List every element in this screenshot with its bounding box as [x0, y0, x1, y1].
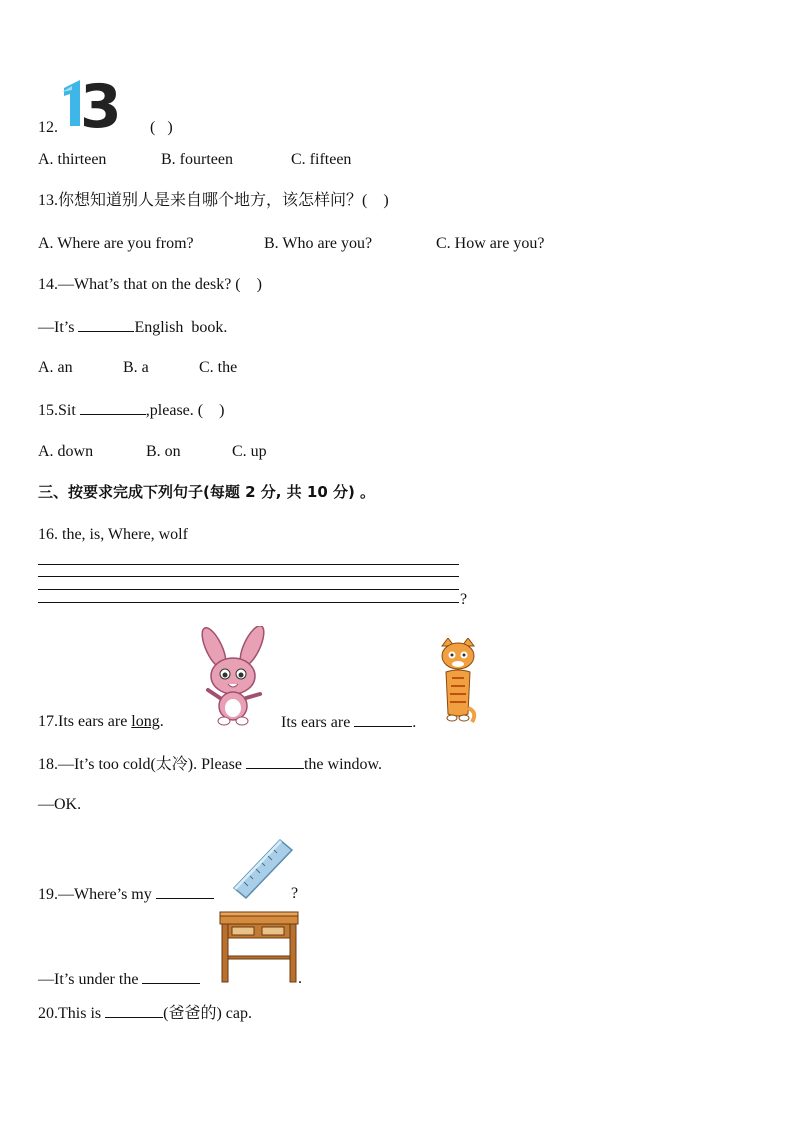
q12-option-c: C. fifteen [291, 151, 352, 168]
q12-number: 12. [38, 119, 58, 136]
q12-option-b: B. fourteen [161, 151, 233, 168]
q15-prefix: 15.Sit [38, 402, 80, 419]
q14-option-b: B. a [123, 359, 149, 376]
q13-question: 13.你想知道别人是来自哪个地方，该怎样问？( ) [38, 192, 389, 209]
q19-blank-1[interactable] [156, 884, 214, 899]
q17-period-2: . [412, 714, 417, 731]
q15-option-b: B. on [146, 443, 181, 460]
q18-suffix: the window. [303, 756, 383, 773]
q14-blank[interactable] [78, 317, 134, 332]
section-3-heading: 三、按要求完成下列句子(每题 2 分, 共 10 分) 。 [38, 483, 376, 501]
q16-answer-line-4[interactable] [38, 602, 459, 603]
q19-period: . [298, 970, 302, 987]
q17-underlined-word: long [131, 713, 160, 730]
q19-answer-prefix: —It’s under the [38, 971, 143, 988]
q16-answer-line-2[interactable] [38, 576, 459, 577]
q20-prefix: 20.This is [38, 1005, 106, 1022]
q14-answer-line [38, 317, 227, 338]
q15-suffix: ,please. ( ) [145, 402, 225, 419]
q17-sentence-2 [281, 712, 416, 733]
rabbit-image [192, 626, 276, 726]
q16-answer-line-3[interactable] [38, 589, 459, 590]
number-13-image [60, 74, 146, 134]
q17-prefix: 17.Its ears are [38, 713, 132, 730]
q14-question: 14.—What’s that on the desk? ( ) [38, 276, 262, 293]
q13-option-a: A. Where are you from? [38, 235, 194, 252]
q15-blank[interactable] [80, 400, 146, 415]
q19-answer [38, 969, 200, 990]
q12-paren: ( ) [150, 119, 173, 136]
svg-text:3: 3 [80, 74, 122, 134]
q15-option-c: C. up [232, 443, 267, 460]
q14-option-a: A. an [38, 359, 73, 376]
q19-question-mark: ? [291, 885, 299, 902]
q16-answer-line-1[interactable] [38, 564, 459, 565]
q16-question-mark: ? [460, 591, 468, 608]
q19-question [38, 884, 214, 905]
q18-question [38, 754, 382, 775]
q19-prefix: 19.—Where’s my [38, 886, 156, 903]
q15-question [38, 400, 224, 421]
q17-prefix-2: Its ears are [281, 714, 355, 731]
q19-blank-2[interactable] [142, 969, 200, 984]
q14-answer-suffix: English book. [134, 319, 228, 336]
q20-suffix: (爸爸的) cap. [163, 1005, 252, 1022]
q18-blank[interactable] [246, 754, 304, 769]
q13-option-b: B. Who are you? [264, 235, 373, 252]
q17-blank[interactable] [354, 712, 412, 727]
q15-option-a: A. down [38, 443, 94, 460]
q20-blank[interactable] [105, 1003, 163, 1018]
q13-option-c: C. How are you? [436, 235, 545, 252]
q20-question [38, 1003, 252, 1024]
q18-prefix: 18.—It’s too cold(太冷). Please [38, 756, 246, 773]
q12-option-a: A. thirteen [38, 151, 107, 168]
q14-option-c: C. the [199, 359, 238, 376]
cat-image [436, 638, 480, 726]
ruler-image [232, 838, 294, 900]
q14-answer-prefix: —It’s [38, 319, 79, 336]
desk-image [218, 910, 300, 984]
q18-reply: —OK. [38, 796, 82, 813]
q16-question: 16. the, is, Where, wolf [38, 526, 188, 543]
q17-sentence-1 [38, 712, 164, 732]
q17-period: . [159, 713, 164, 730]
